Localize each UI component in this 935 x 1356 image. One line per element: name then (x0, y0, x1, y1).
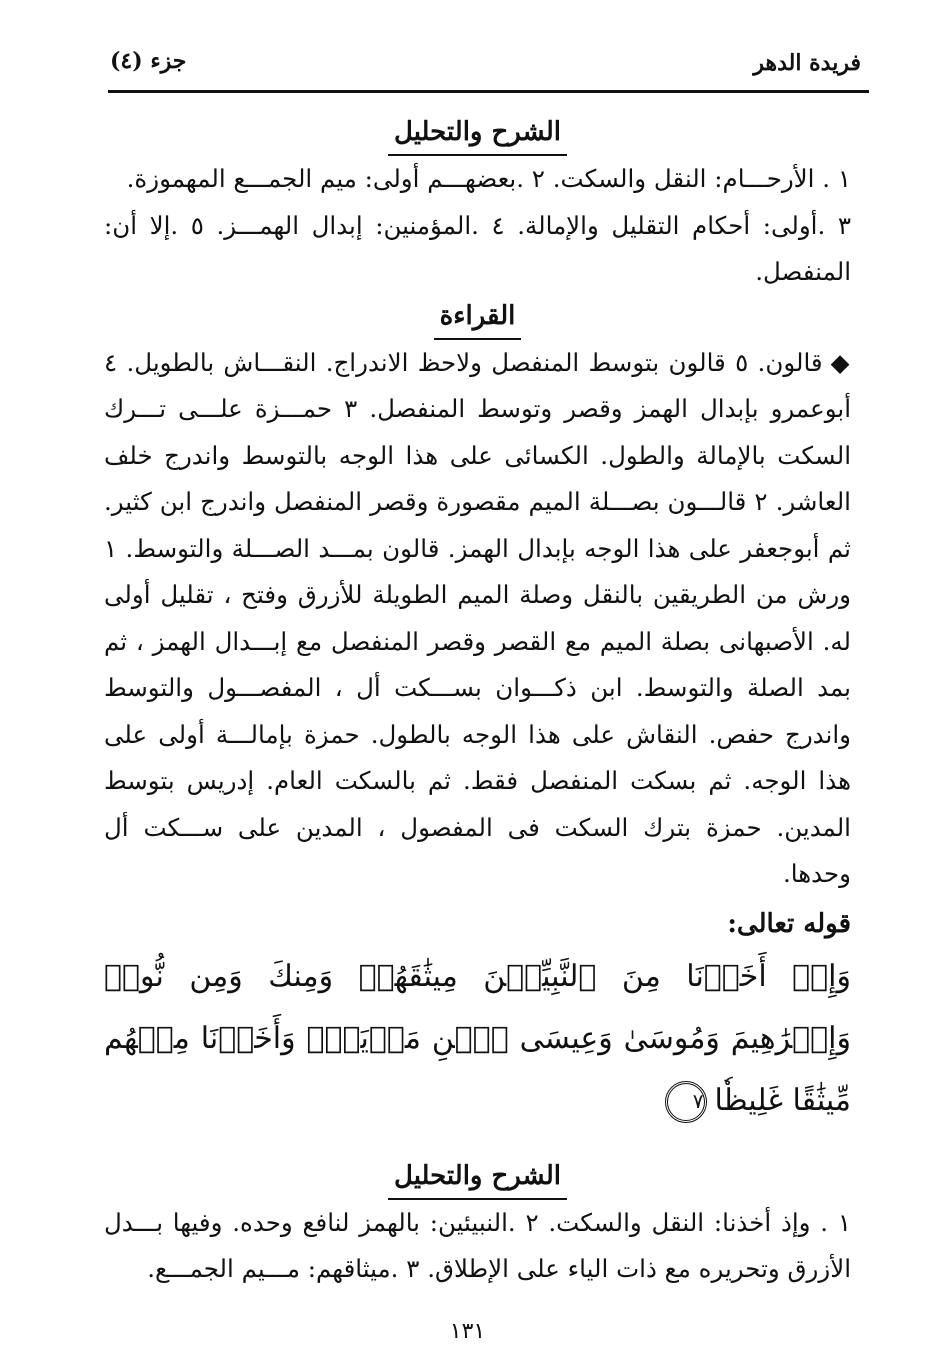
verse-label: قوله تعالى: (727, 908, 851, 939)
ayah-number-badge: ٧ (665, 1081, 707, 1123)
commentary-line-2: ٣ .أولى: أحكام التقليل والإمالة. ٤ .المؤمنين: إبدال الهمـــز. ٥ .إلا أن: المنفصل. (104, 210, 851, 286)
volume-label: جزء (٤) (110, 48, 187, 74)
page-number: ١٣١ (449, 1319, 486, 1344)
quran-verse (104, 946, 851, 1132)
page-content (104, 112, 851, 1293)
section-heading-commentary-2: الشرح والتحليل (104, 1156, 851, 1200)
book-title: فريدة الدهر (753, 50, 861, 76)
reading-text: قالون. ٥ قالون بتوسط المنفصل ولاحظ الاندراج. النقـــاش بالطويل. ٤ أبوعمرو بإبدال الهمز وقصر وتوسط المنفصل. ٣ حمـــزة علـــى تـــرك السكت بالإمالة والطول. الكسائى على هذا الوجه بالتوسط واندرج خلف العاشر. ٢ قالـــون بصـــلة الميم مقصورة وقصر المنفصل واندرج ابن كثير. ثم أبوجعفر على هذا الوجه بإبدال الهمز. قالون بمـــد الصـــلة والتوسط. ١ ورش من الطريقين بالنقل وصلة الميم الطويلة للأزرق وفتح ، تقليل أولى له. الأصبهانى بصلة الميم مع القصر وقصر المنفصل مع إبـــدال الهمز ، ثم بمد الصلة والتوسط. ابن ذكـــوان بســـكت أل ، المفصـــول والتوسط واندرج حفص. النقاش على هذا الوجه بالطول. حمزة بإمالـــة أولى على هذا الوجه. ثم بسكت المنفصل فقط. ثم بالسكت العام. إدريس بتوسط المدين. حمزة بترك السكت فى المفصول ، المدين على ســـكت أل وحدها. (104, 347, 851, 888)
commentary-2-text: ١ . وإذ أخذنا: النقل والسكت. ٢ .النبيئين: بالهمز لنافع وحده. وفيها بـــدل الأزرق وتحريره مع ذات الياء على الإطلاق. ٣ .ميثاقهم: مـــيم الجمـــع. (104, 1207, 851, 1283)
reading-paragraph (104, 340, 851, 898)
commentary-line-1: ١ . الأرحـــام: النقل والسكت. ٢ .بعضهـــم أولى: ميم الجمـــع المهموزة. (126, 164, 851, 193)
page-header (108, 44, 869, 93)
diamond-bullet-icon: ◆ (830, 347, 851, 377)
section-heading-commentary: الشرح والتحليل (104, 112, 851, 156)
section-heading-reading: القراءة (104, 296, 851, 340)
verse-text: وَإِذۡ أَخَذۡنَا مِنَ ٱلنَّبِيِّـۧنَ مِيثَٰقَهُمۡ وَمِنكَ وَمِن نُّوحٖ وَإِبۡرَٰهِيمَ وَمُوسَىٰ وَعِيسَى ٱبۡنِ مَرۡيَمَۖ وَأَخَذۡنَا مِنۡهُم مِّيثَٰقًا غَلِيظٗا (104, 958, 851, 1118)
